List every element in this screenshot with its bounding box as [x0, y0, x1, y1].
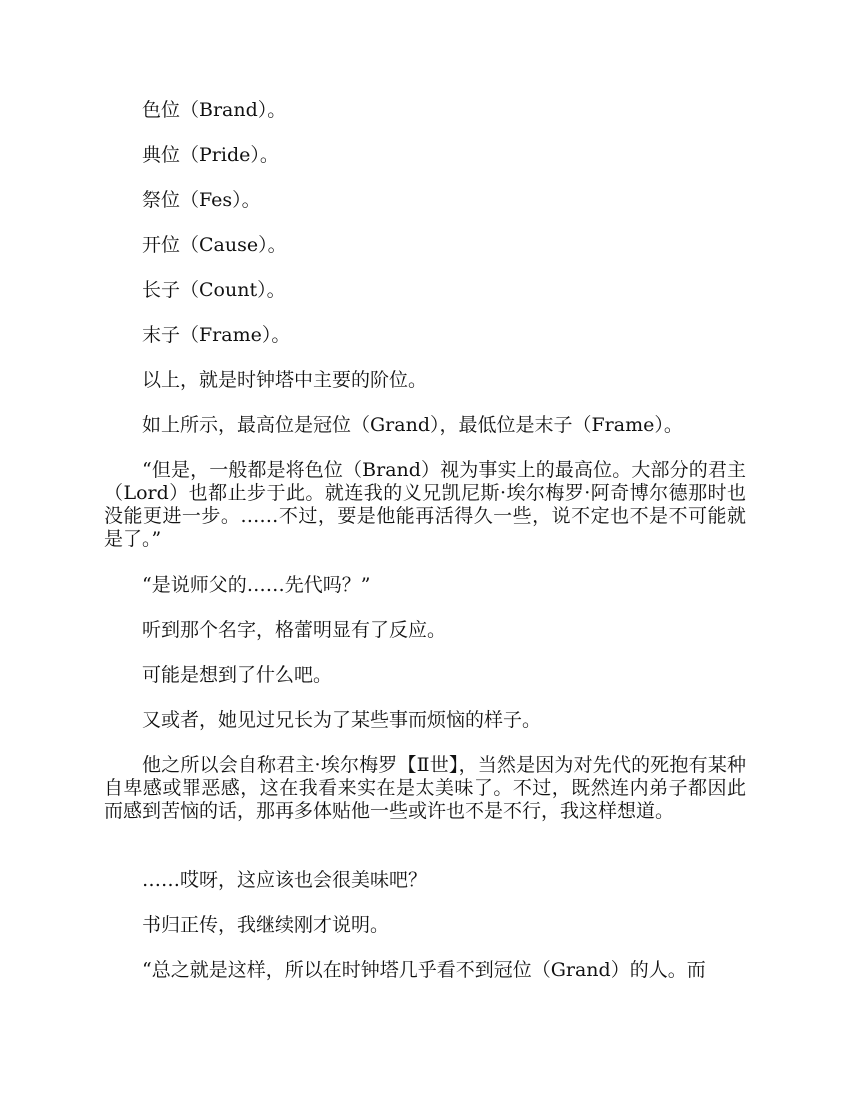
paragraph-6: 末子（Frame）。 [142, 324, 291, 346]
paragraph-15: ……哎呀，这应该也会很美味吧？ [142, 869, 428, 891]
paragraph-5: 长子（Count）。 [142, 279, 286, 301]
paragraph-8: 如上所示，最高位是冠位（Grand），最低位是末子（Frame）。 [142, 414, 683, 436]
paragraph-16: 书归正传，我继续刚才说明。 [142, 914, 390, 936]
paragraph-10: “是说师父的……先代吗？” [142, 574, 371, 596]
paragraph-4: 开位（Cause）。 [142, 234, 287, 256]
paragraph-13: 又或者，她见过兄长为了某些事而烦恼的样子。 [142, 709, 542, 731]
paragraph-7: 以上，就是时钟塔中主要的阶位。 [142, 369, 428, 391]
paragraph-1: 色位（Brand）。 [142, 99, 287, 121]
paragraph-9: “但是，一般都是将色位（Brand）视为事实上的最高位。大部分的君主（Lord）也都止步于此。就连我的义兄凯尼斯·埃尔梅罗·阿奇博尔德那时也没能更进一步。……不过，要是他能再活得久一些，说不定也不是不可能就是了。” [104, 459, 746, 550]
paragraph-14: 他之所以会自称君主·埃尔梅罗【Ⅱ世】，当然是因为对先代的死抱有某种自卑感或罪恶感，这在我看来实在是太美味了。不过，既然连内弟子都因此而感到苦恼的话，那再多体贴他一些或许也不是不行，我这样想道。 [104, 754, 746, 822]
paragraph-17: “总之就是这样，所以在时钟塔几乎看不到冠位（Grand）的人。而 [142, 959, 706, 981]
paragraph-3: 祭位（Fes）。 [142, 189, 261, 211]
paragraph-11: 听到那个名字，格蕾明显有了反应。 [142, 619, 447, 641]
paragraph-2: 典位（Pride）。 [142, 144, 279, 166]
paragraph-12: 可能是想到了什么吧。 [142, 664, 333, 686]
